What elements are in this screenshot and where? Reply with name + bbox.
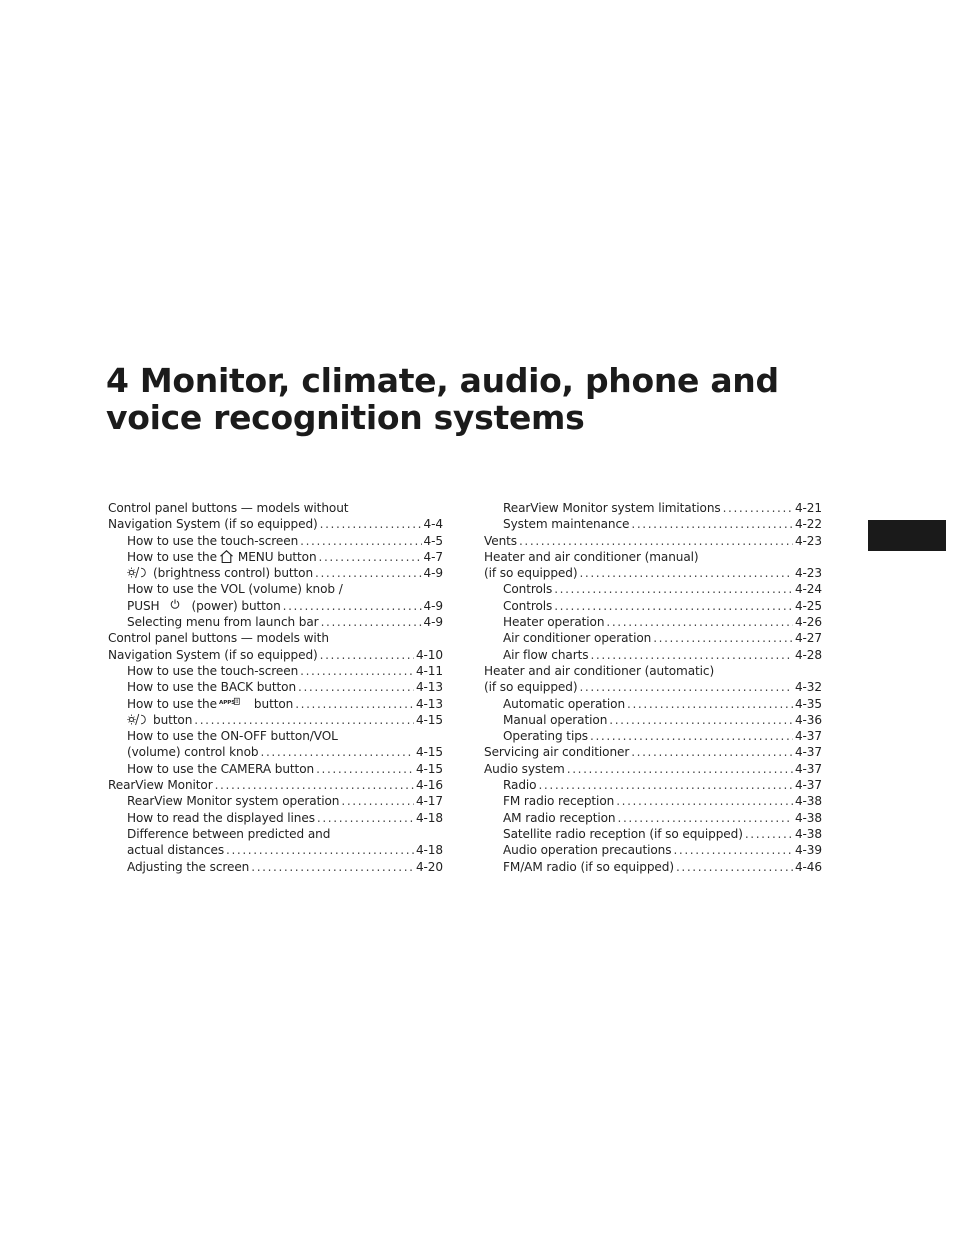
- toc-entry-manual-operation[interactable]: Manual operation ..... 4-36: [484, 712, 822, 728]
- page-number: 4-13: [415, 696, 443, 711]
- toc-entry-controls-2[interactable]: Controls ..... 4-25: [484, 598, 822, 614]
- page-number: 4-37: [794, 745, 822, 760]
- page-number: 4-26: [794, 615, 822, 630]
- toc-entry-vol-knob[interactable]: How to use the VOL (volume) knob / PUSH (power) button ..... 4-9: [108, 581, 443, 614]
- page-number: 4-23: [794, 566, 822, 581]
- toc-entry-operating-tips[interactable]: Operating tips ..... 4-37: [484, 728, 822, 744]
- page-number: 4-21: [794, 501, 822, 515]
- toc-entry-fm-reception[interactable]: FM radio reception ..... 4-38: [484, 793, 822, 809]
- toc-entry-control-panel-nav[interactable]: Control panel buttons — models with Navigation System (if so equipped) ..... 4-10: [108, 630, 443, 663]
- page-number: 4-35: [794, 696, 822, 711]
- page-number: 4-9: [423, 615, 443, 630]
- page-number: 4-18: [415, 810, 443, 825]
- page-number: 4-7: [423, 549, 443, 564]
- page-number: 4-38: [794, 826, 822, 841]
- home-icon: [219, 549, 234, 564]
- page-number: 4-15: [415, 745, 443, 760]
- page-number: 4-38: [794, 810, 822, 825]
- toc-entry-fm-am-radio[interactable]: FM/AM radio (if so equipped) ..... 4-46: [484, 859, 822, 875]
- power-icon: [170, 599, 180, 609]
- toc-entry-rearview-operation[interactable]: RearView Monitor system operation ..... 4-17: [108, 793, 443, 809]
- toc-entry-ac-operation[interactable]: Air conditioner operation ..... 4-27: [484, 630, 822, 646]
- page-number: 4-27: [794, 631, 822, 646]
- page-number: 4-5: [423, 533, 443, 548]
- toc-entry-heater-ac-manual[interactable]: Heater and air conditioner (manual) (if so equipped) ..... 4-23: [484, 549, 822, 582]
- page-number: 4-18: [415, 843, 443, 858]
- toc-entry-rearview-monitor[interactable]: RearView Monitor ..... 4-16: [108, 777, 443, 793]
- toc-entry-system-maintenance[interactable]: System maintenance ..... 4-22: [484, 516, 822, 532]
- page-number: 4-37: [794, 761, 822, 776]
- toc-entry-brightness-button[interactable]: (brightness control) button ..... 4-9: [108, 565, 443, 581]
- page-number: 4-22: [794, 517, 822, 532]
- toc-entry-satellite-reception[interactable]: Satellite radio reception (if so equipped) ..... 4-38: [484, 826, 822, 842]
- toc-entry-control-panel-no-nav[interactable]: Control panel buttons — models without Navigation System (if so equipped) ..... 4-4: [108, 500, 443, 533]
- page-number: 4-37: [794, 729, 822, 744]
- toc-entry-audio-system[interactable]: Audio system ..... 4-37: [484, 761, 822, 777]
- toc-entry-menu-button[interactable]: How to use the MENU button ..... 4-7: [108, 549, 443, 565]
- page-number: 4-37: [794, 778, 822, 793]
- toc-entry-touch-screen[interactable]: How to use the touch-screen ..... 4-5: [108, 533, 443, 549]
- page-number: 4-17: [415, 794, 443, 809]
- page-number: 4-20: [415, 859, 443, 874]
- page-number: 4-32: [794, 680, 822, 695]
- toc-entry-launch-bar[interactable]: Selecting menu from launch bar ..... 4-9: [108, 614, 443, 630]
- page-number: 4-9: [423, 566, 443, 581]
- toc-entry-air-flow-charts[interactable]: Air flow charts ..... 4-28: [484, 647, 822, 663]
- toc-right-column: [484, 500, 822, 875]
- toc-entry-on-off-knob[interactable]: How to use the ON-OFF button/VOL (volume) control knob ..... 4-15: [108, 728, 443, 761]
- chapter-title: [106, 362, 866, 436]
- page-number: 4-15: [415, 712, 443, 727]
- toc-entry-apps-button[interactable]: How to use the APPS button ..... 4-13: [108, 696, 443, 712]
- apps-icon: [219, 697, 240, 706]
- page-number: 4-4: [423, 517, 443, 532]
- page-number: 4-25: [794, 598, 822, 613]
- toc-entry-touch-screen-nav[interactable]: How to use the touch-screen ..... 4-11: [108, 663, 443, 679]
- page-number: 4-36: [794, 712, 822, 727]
- chapter-title-line-1: 4 Monitor, climate, audio, phone and: [106, 361, 779, 400]
- page-number: 4-28: [794, 647, 822, 662]
- toc-entry-predicted-actual[interactable]: Difference between predicted and actual distances ..... 4-18: [108, 826, 443, 859]
- page-number: 4-23: [794, 533, 822, 548]
- page-number: 4-10: [415, 647, 443, 662]
- toc-entry-brightness-button-nav[interactable]: button ..... 4-15: [108, 712, 443, 728]
- toc-entry-audio-precautions[interactable]: Audio operation precautions ..... 4-39: [484, 842, 822, 858]
- chapter-side-tab: [868, 520, 946, 551]
- toc-left-column: [108, 500, 443, 875]
- toc-entry-vents[interactable]: Vents ..... 4-23: [484, 533, 822, 549]
- toc-entry-rearview-limitations[interactable]: RearView Monitor system limitations ..... 4-21: [484, 500, 822, 516]
- brightness-icon: [127, 713, 147, 726]
- page-number: 4-11: [415, 663, 443, 678]
- toc-entry-heater-ac-automatic[interactable]: Heater and air conditioner (automatic) (if so equipped) ..... 4-32: [484, 663, 822, 696]
- toc-entry-servicing-ac[interactable]: Servicing air conditioner ..... 4-37: [484, 744, 822, 760]
- toc-entry-controls-1[interactable]: Controls ..... 4-24: [484, 581, 822, 597]
- page-number: 4-9: [423, 598, 443, 613]
- page-number: 4-16: [415, 778, 443, 793]
- toc-entry-camera-button[interactable]: How to use the CAMERA button ..... 4-15: [108, 761, 443, 777]
- toc-entry-back-button[interactable]: How to use the BACK button ..... 4-13: [108, 679, 443, 695]
- page-number: 4-24: [794, 582, 822, 597]
- page-number: 4-13: [415, 680, 443, 695]
- toc-entry-heater-operation[interactable]: Heater operation ..... 4-26: [484, 614, 822, 630]
- brightness-icon: [127, 566, 147, 579]
- page-number: 4-46: [794, 859, 822, 874]
- page-number: 4-15: [415, 761, 443, 776]
- toc-entry-automatic-operation[interactable]: Automatic operation ..... 4-35: [484, 696, 822, 712]
- chapter-title-line-2: voice recognition systems: [106, 398, 585, 437]
- toc-entry-am-reception[interactable]: AM radio reception ..... 4-38: [484, 810, 822, 826]
- page-number: 4-38: [794, 794, 822, 809]
- toc-entry-adjusting-screen[interactable]: Adjusting the screen ..... 4-20: [108, 859, 443, 875]
- toc-entry-radio[interactable]: Radio ..... 4-37: [484, 777, 822, 793]
- apps-icon-text: APPS: [218, 699, 236, 706]
- page-number: 4-39: [794, 843, 822, 858]
- toc-entry-displayed-lines[interactable]: How to read the displayed lines ..... 4-18: [108, 810, 443, 826]
